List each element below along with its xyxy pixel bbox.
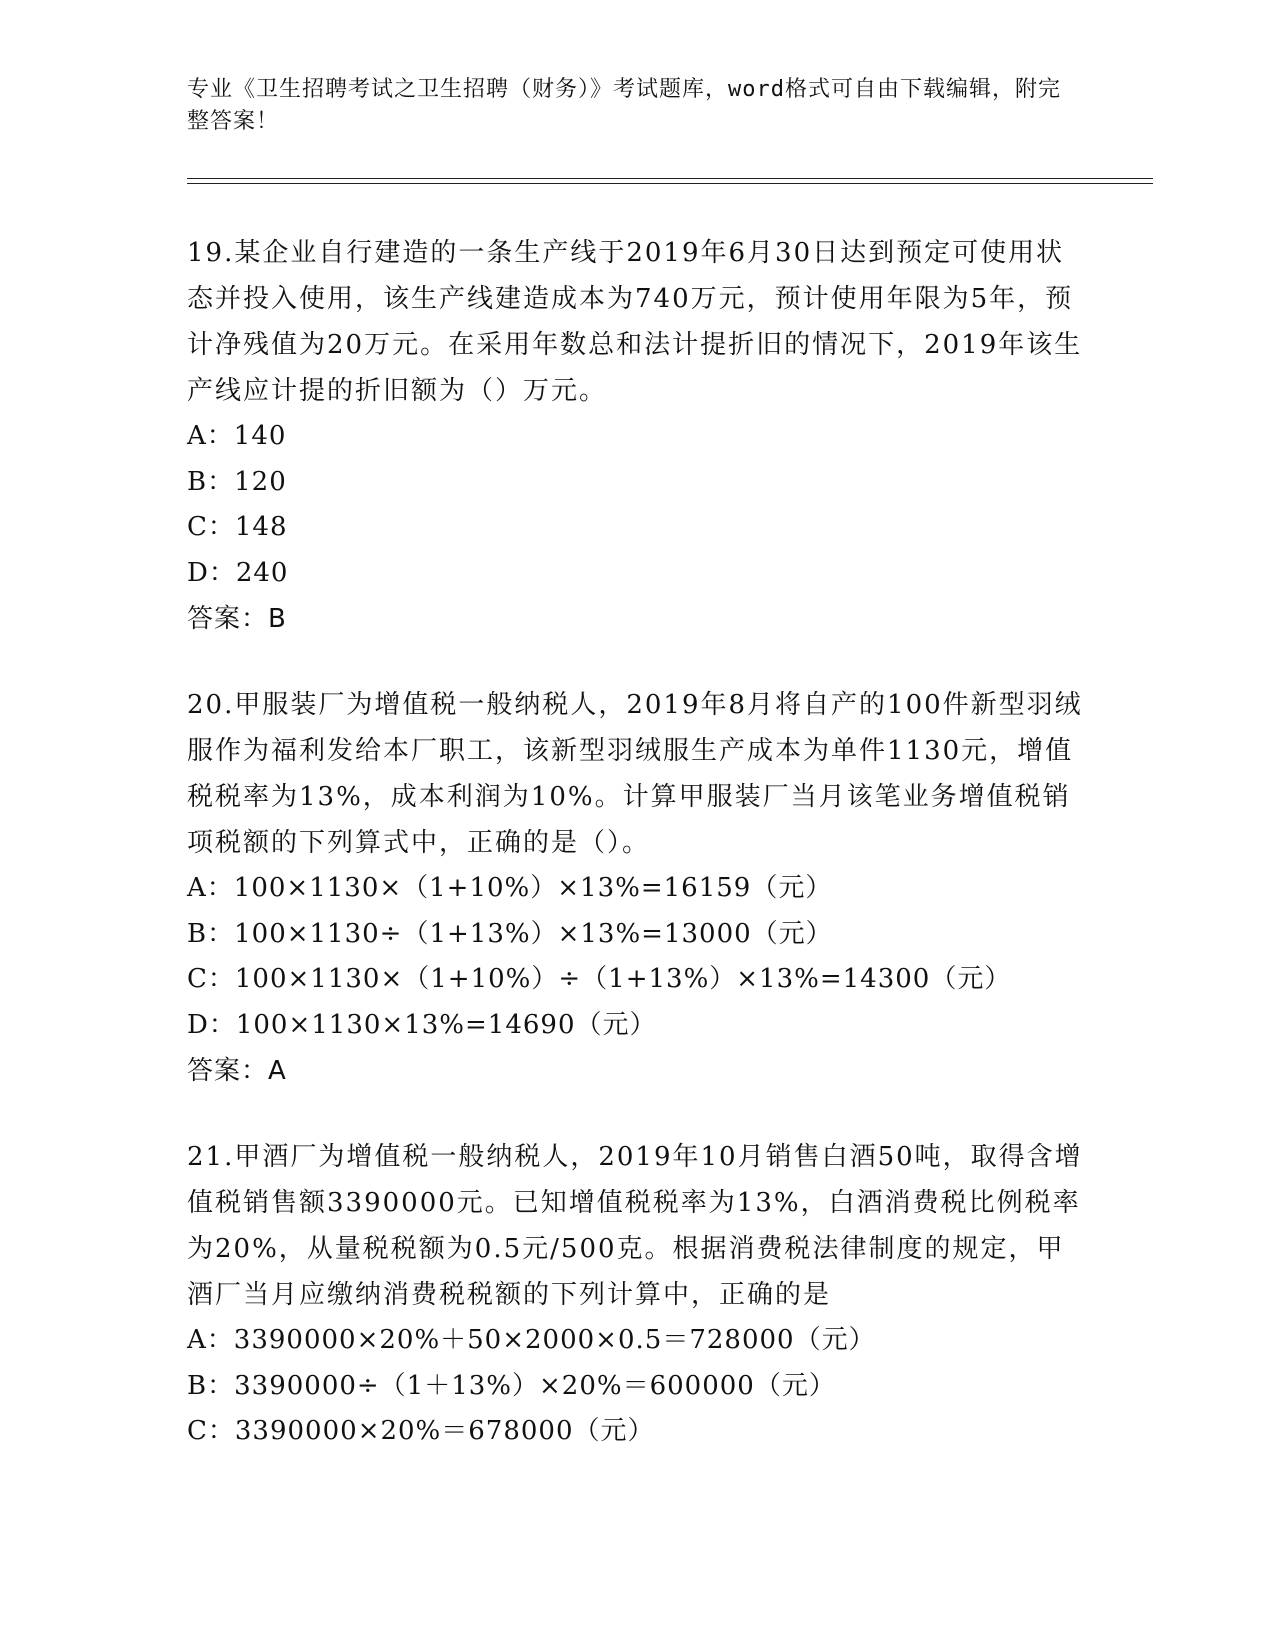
answer-line: 答案：A — [187, 1056, 287, 1086]
header-divider-bottom — [187, 183, 1153, 184]
option-d: D：240 — [187, 557, 289, 588]
document-header — [187, 74, 1067, 138]
question-19 — [187, 230, 1087, 642]
option-c: C：3390000×20%＝678000（元） — [187, 1416, 655, 1446]
question-21 — [187, 1134, 1087, 1455]
option-b: B：120 — [187, 466, 287, 497]
option-a: A：100×1130×（1+10%）×13%=16159（元） — [187, 873, 833, 903]
option-a: A：140 — [187, 421, 287, 451]
question-list — [187, 230, 1087, 1495]
option-b: B：3390000÷（1＋13%）×20%＝600000（元） — [187, 1370, 836, 1401]
option-d: D：100×1130×13%=14690（元） — [187, 1009, 657, 1040]
option-b: B：100×1130÷（1+13%）×13%=13000（元） — [187, 918, 833, 949]
option-c: C：148 — [187, 512, 288, 542]
option-c: C：100×1130×（1+10%）÷（1+13%）×13%=14300（元） — [187, 964, 1012, 994]
question-20 — [187, 682, 1087, 1094]
header-divider-top — [187, 178, 1153, 179]
question-stem: 21.甲酒厂为增值税一般纳税人，2019年10月销售白酒50吨，取得含增值税销售额3390000元。已知增值税税率为13%，白酒消费税比例税率为20%，从量税税额为0.5元/500克。根据消费税法律制度的规定，甲酒厂当月应缴纳消费税税额的下列计算中，正确的是 — [187, 1142, 1083, 1310]
question-stem: 19.某企业自行建造的一条生产线于2019年6月30日达到预定可使用状态并投入使用，该生产线建造成本为740万元，预计使用年限为5年，预计净残值为20万元。在采用年数总和法计提折旧的情况下，2019年该生产线应计提的折旧额为（）万元。 — [187, 238, 1083, 406]
answer-line: 答案：B — [187, 604, 287, 634]
question-stem: 20.甲服装厂为增值税一般纳税人，2019年8月将自产的100件新型羽绒服作为福利发给本厂职工，该新型羽绒服生产成本为单件1130元，增值税税率为13%，成本利润为10%。计算甲服装厂当月该笔业务增值税销项税额的下列算式中，正确的是（）。 — [187, 690, 1083, 858]
header-text: 专业《卫生招聘考试之卫生招聘（财务）》考试题库，word格式可自由下载编辑，附完整答案！ — [187, 77, 1061, 134]
option-a: A：3390000×20%＋50×2000×0.5＝728000（元） — [187, 1325, 876, 1355]
